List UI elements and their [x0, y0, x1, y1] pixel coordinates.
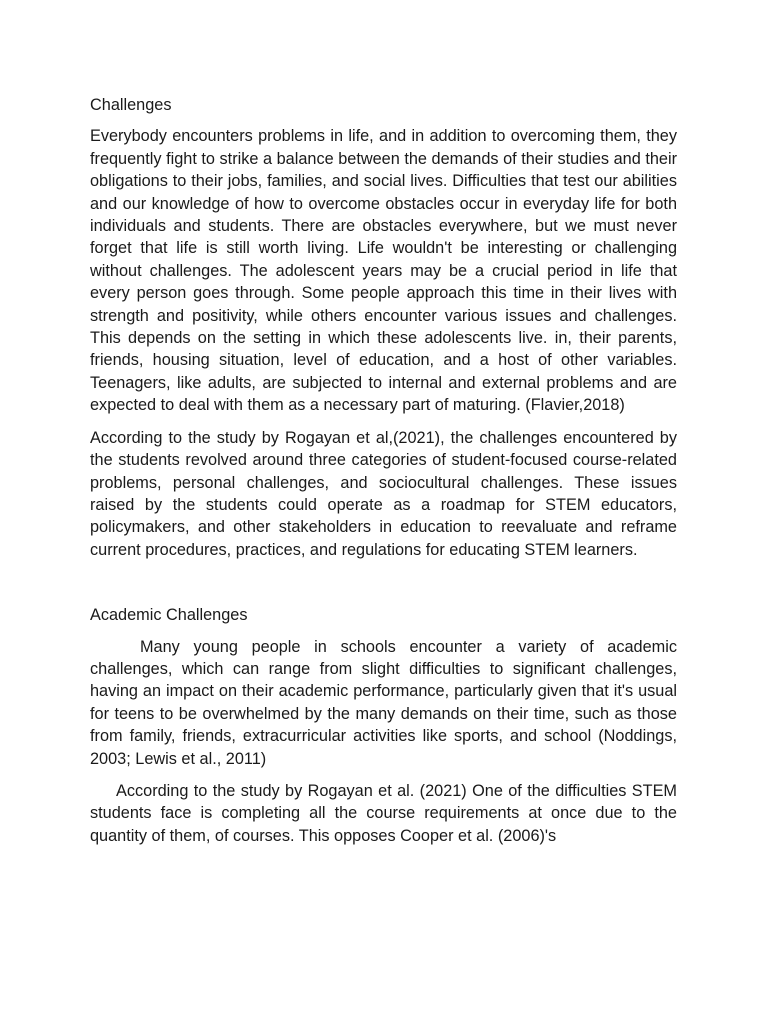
paragraph: According to the study by Rogayan et al. (2021) One of the difficulties STEM students face is completing all the course requirements at once due to the quantity of them, of courses. This opposes Cooper et al. (2006)'s — [90, 781, 677, 845]
section-academic-challenges — [90, 604, 677, 847]
section-heading: Challenges — [90, 96, 172, 114]
section-challenges — [90, 94, 677, 561]
section-spacer — [90, 571, 677, 604]
paragraph: Everybody encounters problems in life, and in addition to overcoming them, they frequently fight to strike a balance between the demands of their studies and their obligations to their jobs, families, and social lives. Difficulties that test our abilities and our knowledge of how to overcome obstacles occur in everyday life for both individuals and students. There are obstacles everywhere, but we must never forget that life is still worth living. Life wouldn't be interesting or challenging without challenges. The adolescent years may be a crucial period in life that every person goes through. Some people approach this time in their lives with strength and positivity, while others encounter various issues and challenges. This depends on the setting in which these adolescents live. in, their parents, friends, housing situation, level of education, and a host of other variables. Teenagers, like adults, are subjected to internal and external problems and are expected to deal with them as a necessary part of maturing. (Flavier,2018) — [90, 127, 677, 415]
document-page — [90, 94, 677, 857]
section-heading: Academic Challenges — [90, 606, 248, 625]
paragraph: According to the study by Rogayan et al,(2021), the challenges encountered by the students revolved around three categories of student-focused course-related problems, personal challenges, and sociocultural challenges. These issues raised by the students could operate as a roadmap for STEM educators, policymakers, and other stakeholders in education to reevaluate and reframe current procedures, practices, and regulations for educating STEM learners. — [90, 428, 677, 559]
paragraph: Many young people in schools encounter a variety of academic challenges, which can range from slight difficulties to significant challenges, having an impact on their academic performance, particularly given that it's usual for teens to be overwhelmed by the many demands on their time, such as those from family, friends, extracurricular activities like sports, and school (Noddings, 2003; Lewis et al., 2011) — [90, 637, 677, 768]
